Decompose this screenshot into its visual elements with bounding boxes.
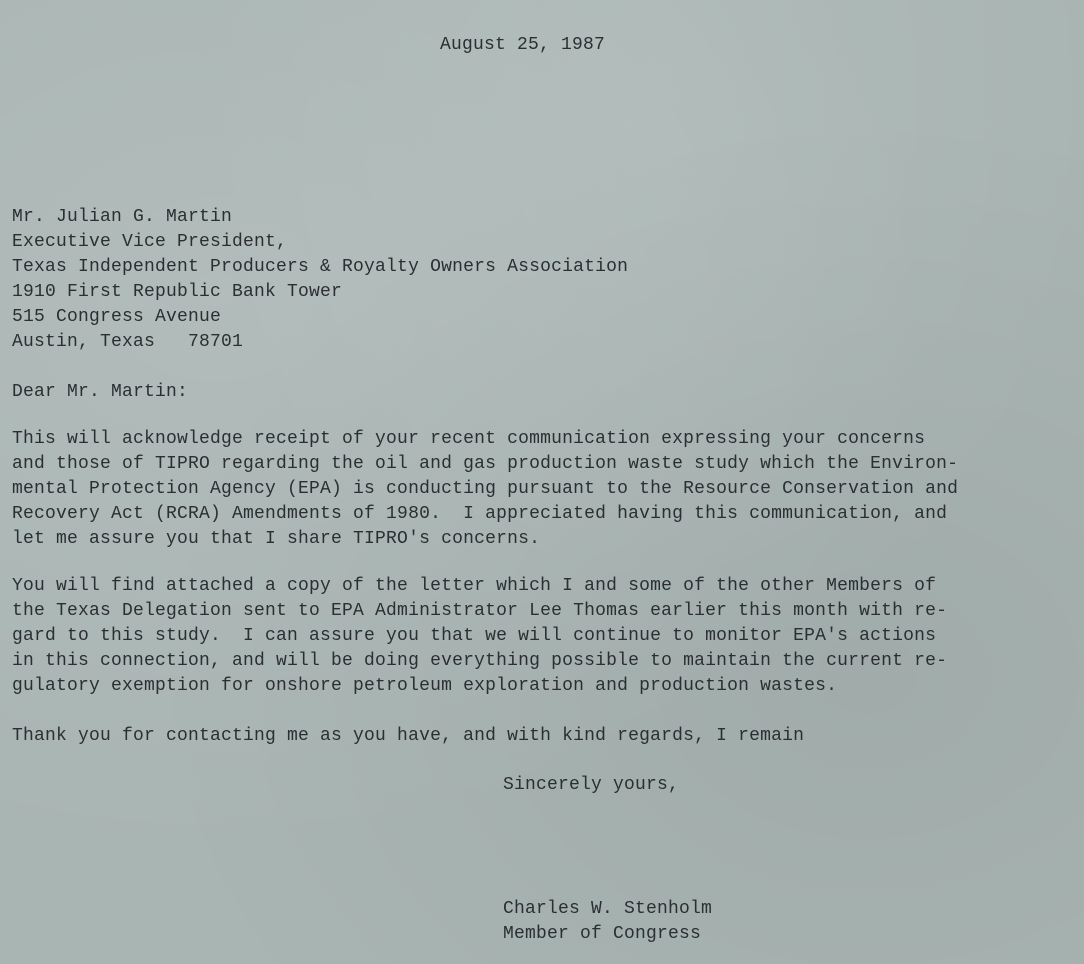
recipient-title: Executive Vice President, <box>12 232 288 252</box>
paragraph-line: This will acknowledge receipt of your recent communication expressing your concerns <box>12 429 926 449</box>
signatory-name: Charles W. Stenholm <box>503 899 713 919</box>
recipient-organization: Texas Independent Producers & Royalty Owners Association <box>12 257 629 277</box>
signature-block <box>503 897 712 947</box>
salutation: Dear Mr. Martin: <box>12 382 189 402</box>
paragraph-line: in this connection, and will be doing everything possible to maintain the current re- <box>12 651 948 671</box>
paragraph-line: You will find attached a copy of the letter which I and some of the other Members of <box>12 576 937 596</box>
paragraph-line: let me assure you that I share TIPRO's concerns. <box>12 529 541 549</box>
paragraph-line: gard to this study. I can assure you that we will continue to monitor EPA's actions <box>12 626 937 646</box>
recipient-name: Mr. Julian G. Martin <box>12 207 233 227</box>
signatory-title: Member of Congress <box>503 924 702 944</box>
letter-date: August 25, 1987 <box>440 35 606 55</box>
paragraph-line: the Texas Delegation sent to EPA Administrator Lee Thomas earlier this month with re- <box>12 601 948 621</box>
paragraph-line: Recovery Act (RCRA) Amendments of 1980. I appreciated having this communication, and <box>12 504 948 524</box>
paragraph-line: gulatory exemption for onshore petroleum exploration and production wastes. <box>12 676 838 696</box>
paragraph-line: Thank you for contacting me as you have, and with kind regards, I remain <box>12 726 805 746</box>
body-paragraph-1 <box>12 427 958 552</box>
complimentary-closing: Sincerely yours, <box>503 775 680 795</box>
recipient-address <box>12 205 628 355</box>
body-paragraph-3 <box>12 724 804 749</box>
recipient-address-line-2: 515 Congress Avenue <box>12 307 222 327</box>
paragraph-line: mental Protection Agency (EPA) is conducting pursuant to the Resource Conservation and <box>12 479 959 499</box>
paragraph-line: and those of TIPRO regarding the oil and gas production waste study which the Environ- <box>12 454 959 474</box>
recipient-address-line-1: 1910 First Republic Bank Tower <box>12 282 343 302</box>
recipient-city-state-zip: Austin, Texas 78701 <box>12 332 244 352</box>
body-paragraph-2 <box>12 574 947 699</box>
